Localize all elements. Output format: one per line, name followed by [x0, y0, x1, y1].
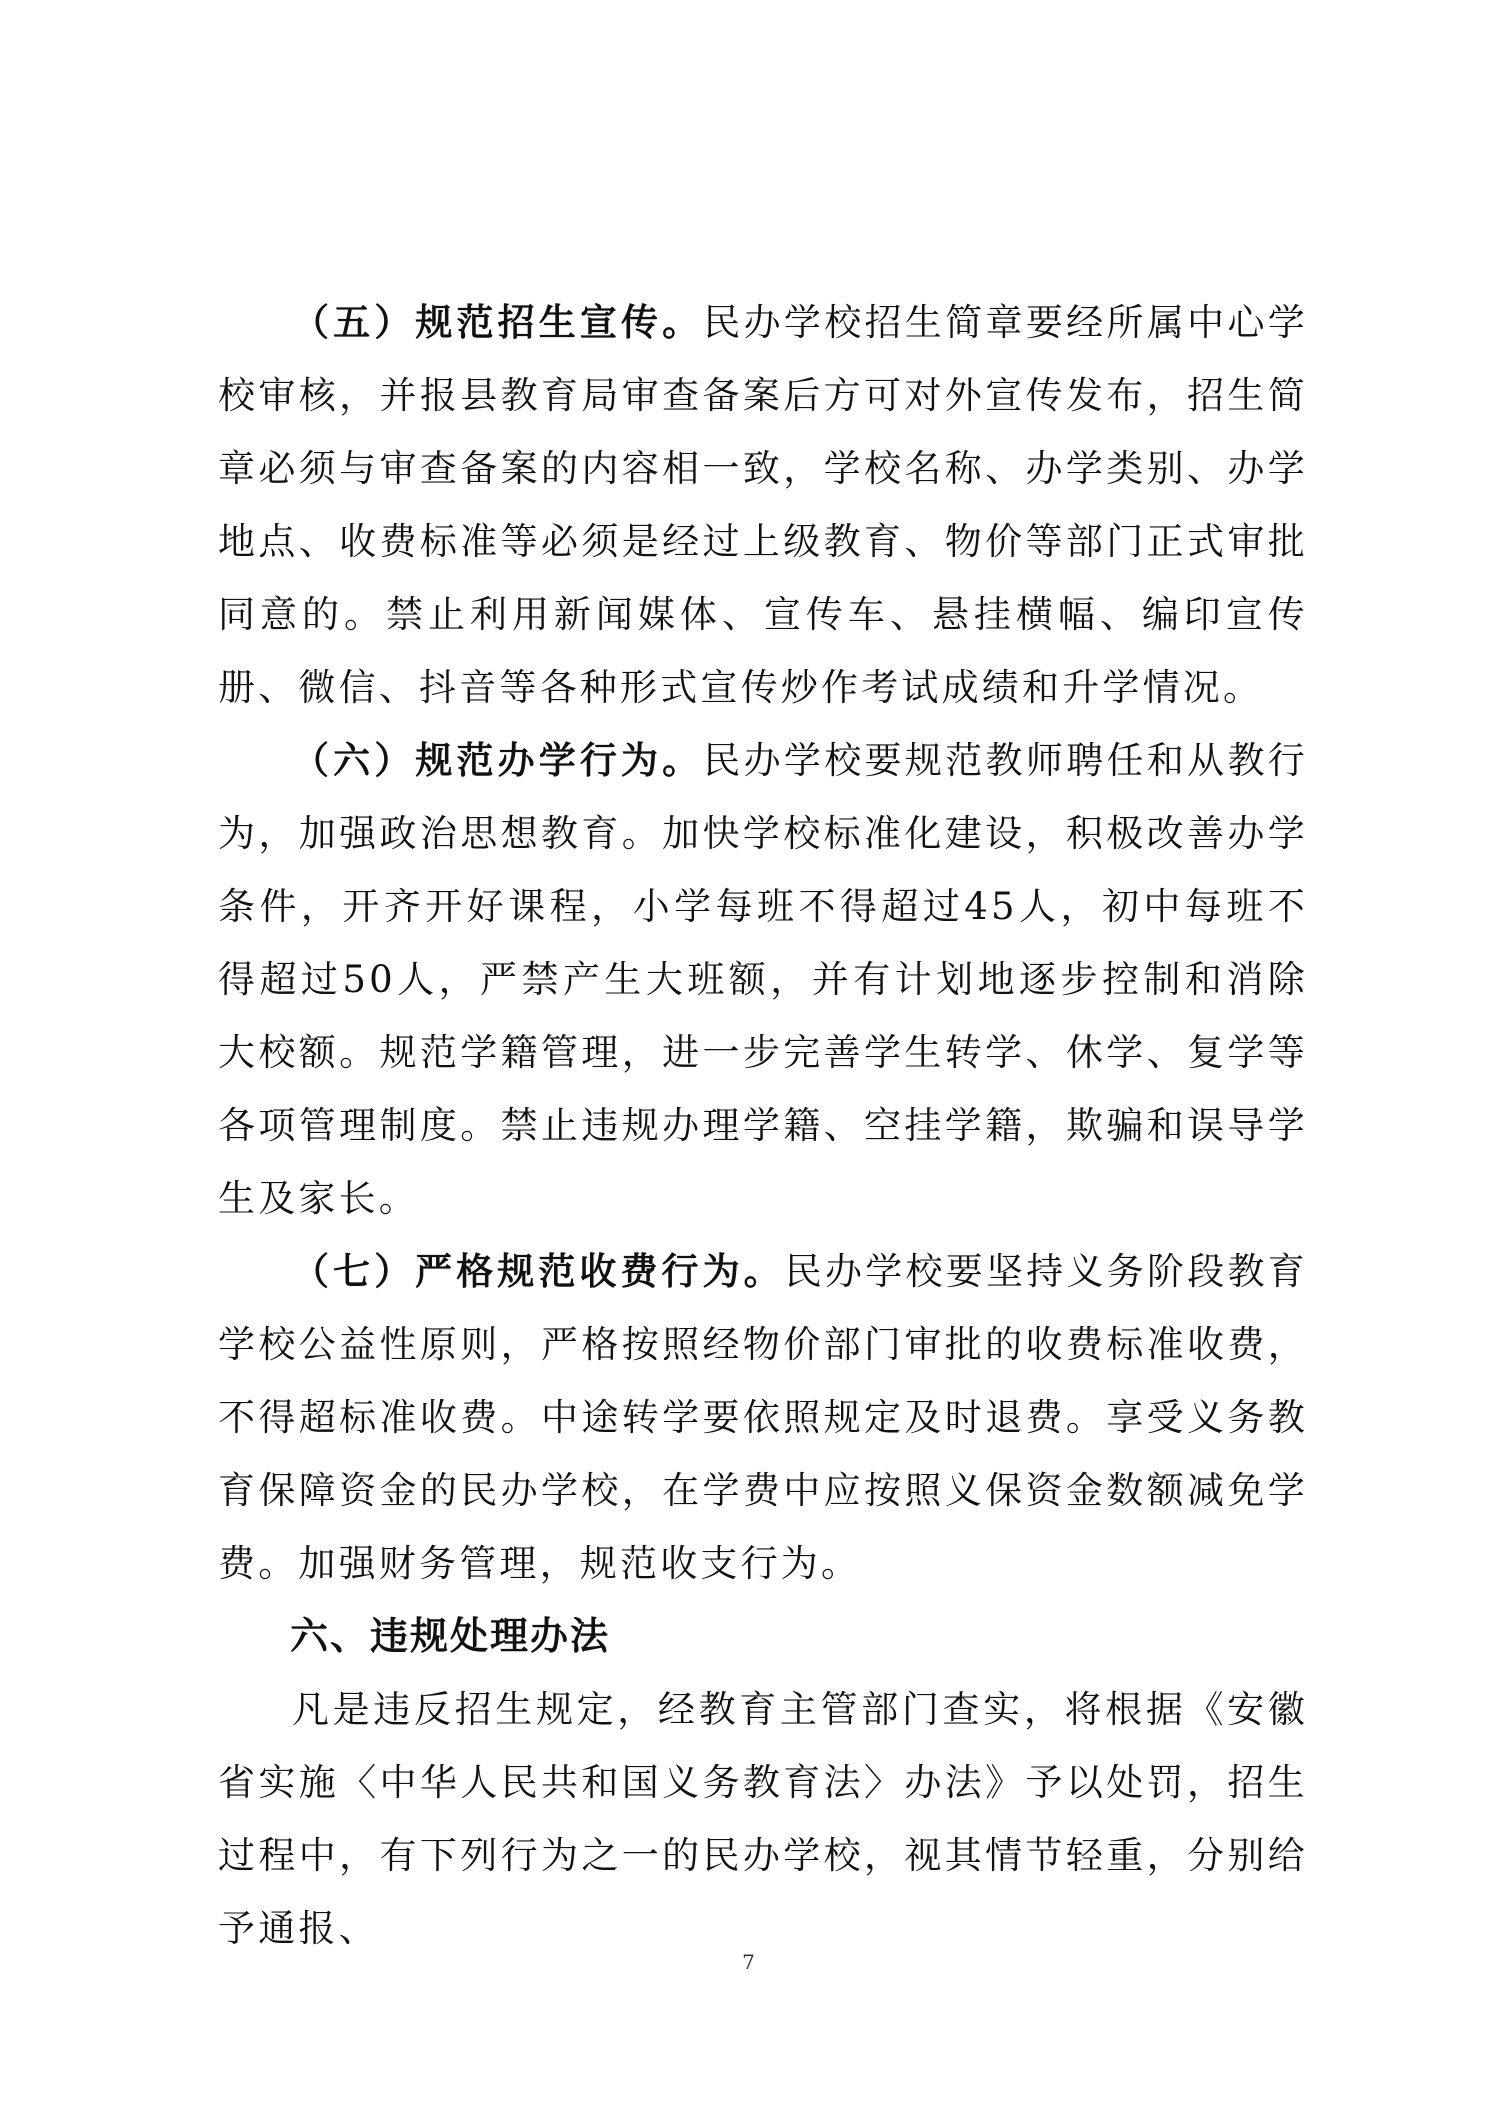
- document-body: [218, 286, 1308, 1965]
- section-five-paragraph: [218, 286, 1308, 724]
- section-five-lead: （五）规范招生宣传。: [292, 301, 704, 344]
- section-six-lead: （六）规范办学行为。: [292, 739, 704, 782]
- section-heading: 六、违规处理办法: [290, 1614, 611, 1658]
- section-six-body: 民办学校要规范教师聘任和从教行为，加强政治思想教育。加快学校标准化建设，积极改善办学条件，开齐开好课程，小学每班不得超过45人，初中每班不得超过50人，严禁产生大班额，并有计划地逐步控制和消除大校额。规范学籍管理，进一步完善学生转学、休学、复学等各项管理制度。禁止违规办理学籍、空挂学籍，欺骗和误导学生及家长。: [218, 739, 1308, 1220]
- section-five-body: 民办学校招生简章要经所属中心学校审核，并报县教育局审查备案后方可对外宣传发布，招生简章必须与审查备案的内容相一致，学校名称、办学类别、办学地点、收费标准等必须是经过上级教育、物价等部门正式审批同意的。禁止利用新闻媒体、宣传车、悬挂横幅、编印宣传册、微信、抖音等各种形式宣传炒作考试成绩和升学情况。: [218, 301, 1308, 709]
- page-number: 7: [742, 1950, 755, 1974]
- section-seven-body: 民办学校要坚持义务阶段教育学校公益性原则，严格按照经物价部门审批的收费标准收费，不得超标准收费。中途转学要依照规定及时退费。享受义务教育保障资金的民办学校，在学费中应按照义保资金数额减免学费。加强财务管理，规范收支行为。: [218, 1250, 1308, 1585]
- section-six-paragraph: [218, 724, 1308, 1235]
- section-seven-lead: （七）严格规范收费行为。: [292, 1250, 785, 1293]
- final-paragraph: 凡是违反招生规定，经教育主管部门查实，将根据《安徽省实施〈中华人民共和国义务教育法〉办法》予以处罚，招生过程中，有下列行为之一的民办学校，视其情节轻重，分别给予通报、: [218, 1688, 1308, 1950]
- section-seven-paragraph: [218, 1235, 1308, 1600]
